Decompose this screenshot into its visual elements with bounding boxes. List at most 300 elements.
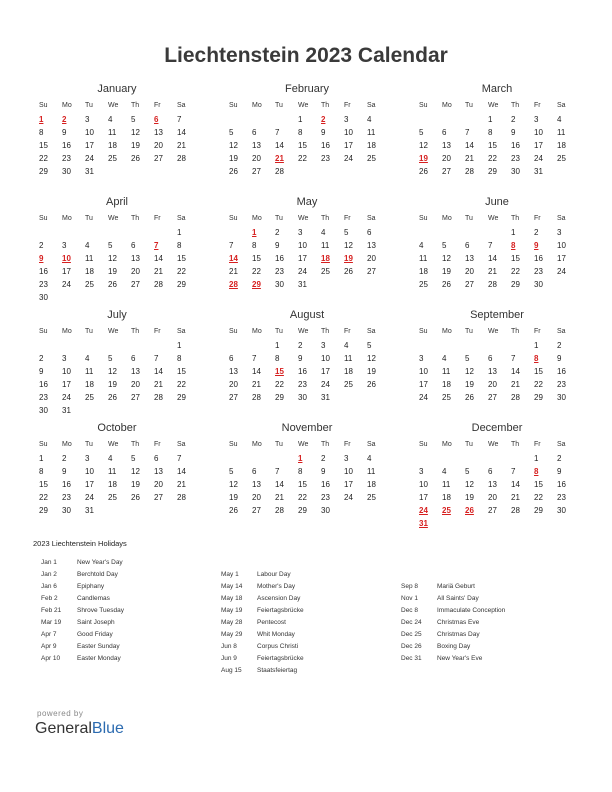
day-cell: 15 [252,254,261,263]
empty-cell [417,452,440,465]
day-cell: 12 [465,480,474,489]
weekday-header: Sa [177,215,186,222]
day-cell: 28 [465,167,474,176]
brand-blue: Blue [91,720,124,737]
day-cell: 13 [465,254,474,263]
month-4 [227,195,387,308]
day-cell: 13 [488,367,497,376]
day-cell: 11 [321,241,330,250]
holiday-day-cell: 19 [419,154,428,163]
month-day-grid [417,438,577,530]
weekday-header: Su [419,441,428,448]
holiday-name: Saint Joseph [77,619,115,626]
month-2 [417,82,577,195]
month-11 [417,421,577,534]
day-cell: 27 [131,393,140,402]
day-cell: 27 [229,393,238,402]
day-cell: 7 [252,354,257,363]
weekday-header: Sa [557,102,566,109]
day-cell: 13 [488,480,497,489]
day-cell: 5 [465,354,470,363]
weekday-header: Sa [367,441,376,448]
day-cell: 31 [62,406,71,415]
day-cell: 7 [177,454,182,463]
holiday-day-cell: 19 [344,254,353,263]
day-cell: 15 [177,254,186,263]
day-cell: 12 [344,241,353,250]
day-cell: 22 [534,493,543,502]
day-cell: 17 [344,480,353,489]
day-cell: 21 [465,154,474,163]
holiday-row [401,641,505,653]
holiday-name: Feiertagsbrücke [257,607,304,614]
weekday-header: Mo [62,328,72,335]
day-cell: 27 [488,393,497,402]
day-cell: 14 [252,367,261,376]
weekday-header: Th [321,328,330,335]
day-cell: 30 [39,293,48,302]
day-cell: 27 [154,493,163,502]
day-cell: 11 [367,128,376,137]
weekday-header: Sa [177,328,186,335]
day-cell: 18 [442,380,451,389]
day-cell: 25 [108,493,117,502]
day-cell: 28 [177,154,186,163]
holiday-row [221,629,304,641]
day-cell: 29 [534,506,543,515]
day-cell: 12 [367,354,376,363]
holiday-row [401,605,505,617]
weekday-header: Sa [367,102,376,109]
holiday-date: Aug 15 [221,667,242,674]
day-cell: 11 [108,467,117,476]
day-cell: 12 [131,467,140,476]
weekday-header: We [488,441,499,448]
weekday-header: Fr [344,215,351,222]
day-cell: 23 [511,154,520,163]
empty-cell [152,339,175,352]
holiday-column-2 [221,569,304,677]
holiday-row [401,629,505,641]
weekday-header: We [108,441,119,448]
holiday-date: May 1 [221,571,239,578]
weekday-header: Su [419,102,428,109]
month-day-grid [417,212,577,291]
day-cell: 16 [275,254,284,263]
weekday-header: Su [39,441,48,448]
holiday-date: Feb 2 [41,595,58,602]
day-cell: 11 [419,254,428,263]
day-cell: 23 [298,380,307,389]
day-cell: 28 [275,167,284,176]
day-cell: 15 [39,480,48,489]
day-cell: 29 [275,393,284,402]
holiday-name: Immaculate Conception [437,607,506,614]
holiday-day-cell: 21 [275,154,284,163]
holiday-row [221,569,304,581]
month-name: September [470,309,524,321]
weekday-header: Tu [275,441,283,448]
weekday-header: Su [229,102,238,109]
holiday-day-cell: 10 [62,254,71,263]
day-cell: 5 [344,228,349,237]
day-cell: 23 [62,493,71,502]
holiday-name: Christmas Eve [437,619,480,626]
day-cell: 19 [108,380,117,389]
day-cell: 16 [298,367,307,376]
day-cell: 9 [511,128,516,137]
weekday-header: Mo [252,441,262,448]
day-cell: 21 [275,493,284,502]
day-cell: 3 [85,454,90,463]
weekday-header: Th [321,102,330,109]
day-cell: 14 [154,254,163,263]
weekday-header: Tu [275,215,283,222]
holiday-day-cell: 15 [275,367,284,376]
weekday-header: Th [131,102,140,109]
holiday-date: Feb 21 [41,607,62,614]
day-cell: 24 [344,154,353,163]
holiday-column-3 [401,581,505,665]
holiday-day-cell: 31 [419,519,428,528]
day-cell: 29 [177,280,186,289]
day-cell: 15 [177,367,186,376]
month-name: May [296,196,318,208]
day-cell: 17 [534,141,543,150]
month-10 [227,421,387,534]
day-cell: 1 [534,341,539,350]
day-cell: 22 [298,493,307,502]
holiday-day-cell: 25 [442,506,451,515]
day-cell: 14 [511,480,520,489]
day-cell: 7 [275,467,280,476]
holiday-row [221,653,304,665]
holiday-day-cell: 9 [39,254,44,263]
day-cell: 11 [108,128,117,137]
day-cell: 23 [534,267,543,276]
day-cell: 29 [488,167,497,176]
day-cell: 24 [85,493,94,502]
day-cell: 6 [367,228,372,237]
day-cell: 21 [511,380,520,389]
day-cell: 19 [367,367,376,376]
day-cell: 28 [177,493,186,502]
day-cell: 25 [344,380,353,389]
weekday-header: Fr [344,328,351,335]
holiday-row [221,641,304,653]
day-cell: 15 [488,141,497,150]
holiday-row [41,593,124,605]
day-cell: 2 [39,354,44,363]
day-cell: 18 [419,267,428,276]
day-cell: 14 [275,141,284,150]
day-cell: 31 [298,280,307,289]
weekday-header: Sa [177,102,186,109]
day-cell: 3 [298,228,303,237]
weekday-header: Tu [85,328,93,335]
weekday-header: Fr [534,441,541,448]
day-cell: 28 [511,393,520,402]
holiday-date: Jun 8 [221,643,237,650]
weekday-header: Mo [252,102,262,109]
month-day-grid [37,212,197,304]
day-cell: 9 [62,467,67,476]
empty-cell [152,226,175,239]
day-cell: 21 [229,267,238,276]
day-cell: 16 [321,141,330,150]
day-cell: 8 [252,241,257,250]
day-cell: 10 [85,467,94,476]
holiday-date: May 14 [221,583,243,590]
holiday-name: Ascension Day [257,595,301,602]
weekday-header: Th [511,328,520,335]
weekday-header: Sa [557,328,566,335]
holiday-name: Mariä Geburt [437,583,475,590]
day-cell: 16 [39,380,48,389]
day-cell: 15 [534,480,543,489]
empty-cell [227,339,250,352]
holiday-name: New Year's Eve [437,655,483,662]
day-cell: 5 [108,354,113,363]
day-cell: 9 [557,354,562,363]
weekday-header: Mo [442,328,452,335]
day-cell: 31 [534,167,543,176]
weekday-header: Th [511,102,520,109]
empty-cell [227,226,250,239]
empty-cell [440,339,463,352]
day-cell: 24 [534,154,543,163]
weekday-header: We [298,328,309,335]
day-cell: 27 [154,154,163,163]
day-cell: 16 [321,480,330,489]
day-cell: 13 [252,480,261,489]
day-cell: 2 [557,454,562,463]
day-cell: 19 [131,480,140,489]
day-cell: 7 [465,128,470,137]
weekday-header: Su [39,328,48,335]
brand-general: General [35,720,92,737]
day-cell: 2 [39,241,44,250]
day-cell: 4 [108,115,113,124]
day-cell: 3 [85,115,90,124]
day-cell: 16 [62,141,71,150]
weekday-header: Su [419,215,428,222]
day-cell: 6 [229,354,234,363]
holiday-date: Dec 8 [401,607,418,614]
holiday-day-cell: 28 [229,280,238,289]
weekday-header: We [108,328,119,335]
day-cell: 1 [511,228,516,237]
month-name: June [485,196,509,208]
day-cell: 21 [177,480,186,489]
day-cell: 23 [321,493,330,502]
empty-cell [60,339,83,352]
weekday-header: Mo [442,102,452,109]
day-cell: 18 [108,480,117,489]
day-cell: 30 [557,393,566,402]
day-cell: 3 [321,341,326,350]
day-cell: 2 [62,454,67,463]
day-cell: 4 [344,341,349,350]
day-cell: 28 [275,506,284,515]
holiday-name: Easter Monday [77,655,121,662]
day-cell: 27 [488,506,497,515]
day-cell: 7 [177,115,182,124]
empty-cell [60,226,83,239]
holiday-row [41,581,124,593]
empty-cell [463,339,486,352]
day-cell: 27 [465,280,474,289]
month-day-grid [227,438,387,517]
day-cell: 17 [62,267,71,276]
weekday-header: Tu [465,215,473,222]
day-cell: 5 [419,128,424,137]
weekday-header: Tu [465,102,473,109]
day-cell: 7 [511,354,516,363]
day-cell: 16 [534,254,543,263]
holiday-row [221,605,304,617]
day-cell: 1 [298,115,303,124]
day-cell: 21 [488,267,497,276]
month-8 [417,308,577,421]
holiday-row [41,605,124,617]
empty-cell [106,226,129,239]
weekday-header: Fr [154,441,161,448]
holiday-row [41,569,124,581]
day-cell: 6 [488,354,493,363]
day-cell: 13 [154,467,163,476]
day-cell: 25 [108,154,117,163]
empty-cell [463,113,486,126]
holiday-day-cell: 9 [534,241,539,250]
day-cell: 20 [442,154,451,163]
holiday-name: Easter Sunday [77,643,120,650]
empty-cell [486,452,509,465]
day-cell: 4 [321,228,326,237]
day-cell: 26 [419,167,428,176]
weekday-header: We [488,102,499,109]
month-0 [37,82,197,195]
day-cell: 22 [511,267,520,276]
holiday-row [221,665,304,677]
empty-cell [37,339,60,352]
holiday-date: Jun 9 [221,655,237,662]
day-cell: 5 [367,341,372,350]
weekday-header: Th [511,441,520,448]
day-cell: 10 [419,480,428,489]
empty-cell [440,226,463,239]
weekday-header: Tu [465,328,473,335]
weekday-header: We [298,102,309,109]
weekday-header: Sa [367,328,376,335]
day-cell: 25 [367,493,376,502]
months-grid [37,82,577,534]
empty-cell [273,452,296,465]
day-cell: 19 [465,493,474,502]
day-cell: 20 [252,154,261,163]
day-cell: 14 [177,128,186,137]
day-cell: 10 [85,128,94,137]
month-6 [37,308,197,421]
holiday-day-cell: 2 [321,115,326,124]
day-cell: 27 [367,267,376,276]
day-cell: 13 [442,141,451,150]
day-cell: 4 [85,241,90,250]
month-name: August [289,309,325,321]
holiday-row [401,581,505,593]
day-cell: 21 [511,493,520,502]
day-cell: 26 [108,393,117,402]
month-day-grid [37,99,197,178]
weekday-header: Fr [154,102,161,109]
day-cell: 5 [108,241,113,250]
day-cell: 16 [557,367,566,376]
month-day-grid [37,438,197,517]
holiday-name: Good Friday [77,631,113,638]
day-cell: 9 [275,241,280,250]
day-cell: 1 [177,341,182,350]
day-cell: 9 [62,128,67,137]
day-cell: 12 [108,367,117,376]
day-cell: 20 [154,141,163,150]
day-cell: 24 [62,393,71,402]
month-name: January [97,83,137,95]
day-cell: 30 [62,167,71,176]
day-cell: 25 [367,154,376,163]
holiday-row [41,557,124,569]
day-cell: 9 [321,467,326,476]
day-cell: 4 [442,467,447,476]
empty-cell [440,113,463,126]
empty-cell [463,226,486,239]
month-day-grid [417,325,577,404]
holiday-name: Whit Monday [257,631,295,638]
empty-cell [106,339,129,352]
day-cell: 3 [344,454,349,463]
brand-logo[interactable] [35,720,124,738]
weekday-header: Sa [177,441,186,448]
weekday-header: Tu [85,215,93,222]
day-cell: 23 [557,493,566,502]
day-cell: 20 [131,380,140,389]
day-cell: 18 [367,141,376,150]
holiday-name: Pentecost [257,619,286,626]
day-cell: 21 [154,380,163,389]
day-cell: 18 [108,141,117,150]
day-cell: 4 [85,354,90,363]
weekday-header: Fr [534,215,541,222]
day-cell: 2 [321,454,326,463]
weekday-header: Th [321,215,330,222]
day-cell: 11 [442,367,451,376]
day-cell: 26 [229,167,238,176]
day-cell: 26 [131,493,140,502]
day-cell: 22 [39,493,48,502]
month-day-grid [227,325,387,404]
month-3 [37,195,197,308]
holiday-day-cell: 6 [154,115,159,124]
day-cell: 21 [252,380,261,389]
holiday-row [221,617,304,629]
holiday-row [221,593,304,605]
weekday-header: Sa [557,215,566,222]
weekday-header: Th [131,441,140,448]
weekday-header: Mo [62,441,72,448]
day-cell: 5 [229,467,234,476]
day-cell: 5 [442,241,447,250]
empty-cell [129,339,152,352]
empty-cell [417,226,440,239]
